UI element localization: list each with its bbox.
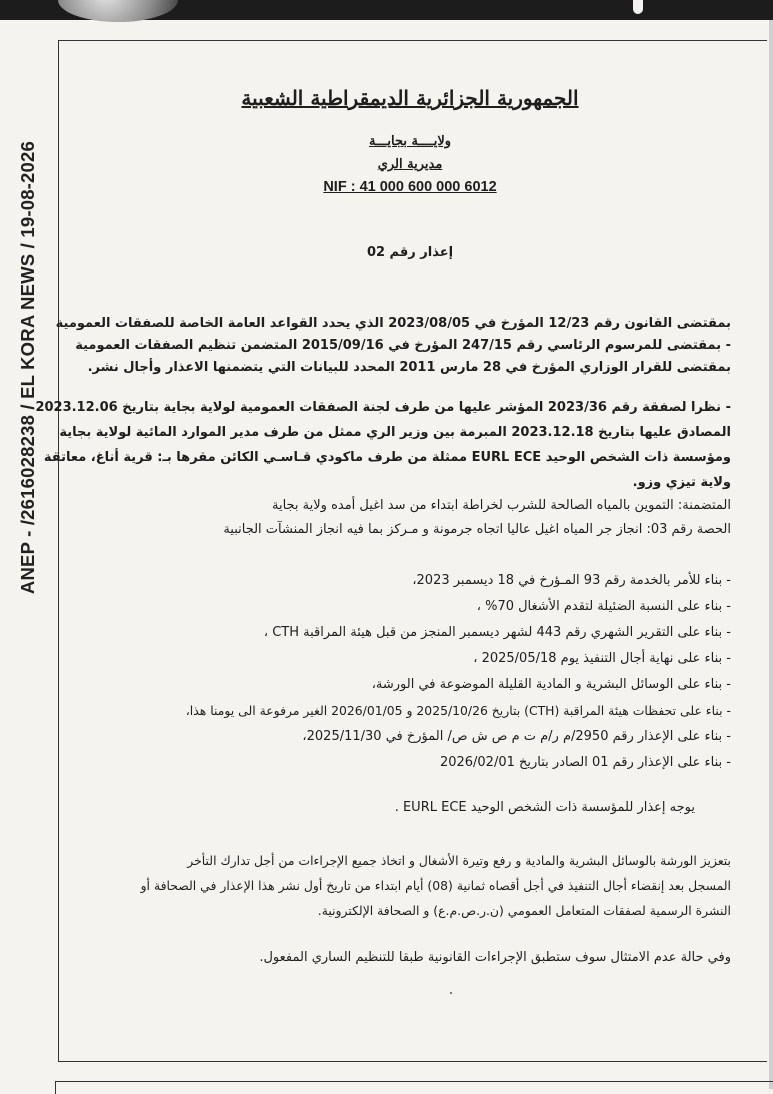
side-publication-label: ANEP - /2616028238 / EL KORA NEWS / 19-08-2026 (17, 141, 38, 595)
notice-title: إعذار رقم 02 (366, 245, 454, 260)
subject-line: المتضمنة: التموين بالمياه الصالحة للشرب لخراطة ابتداء من سد اغيل أمده ولاية بجاية (271, 498, 731, 513)
demand-line-1: بتعزيز الورشة بالوسائل البشرية والمادية و رفع وتيرة الأشغال و اتخاذ جميع الإجراءات من أجل تدارك التأخر (187, 853, 731, 868)
legal-ref-2: - بمقتضى للمرسوم الرئاسي رقم 247/15 المؤرخ في 2015/09/16 المتضمن تنظيم الصفقات العمومية (75, 338, 731, 353)
consideration-8: - بناء على الإعذار رقم 01 الصادر بتاريخ 2026/02/01 (439, 755, 731, 770)
masthead-glyph-fragment (633, 0, 643, 14)
newspaper-top-band (0, 0, 773, 20)
football-logo-icon (58, 0, 178, 22)
legal-ref-3: بمقتضى للقرار الوزاري المؤرخ في 28 مارس 2011 المحدد للبيانات التي يتضمنها الاعذار وأجال نشر. (87, 360, 731, 375)
wilaya-heading: ولايــــة بجايـــة (368, 134, 452, 149)
scan-speck (450, 992, 452, 994)
consideration-7: - بناء على الإعذار رقم 2950/م ر/م ت م ص ش ص/ المؤرخ في 2025/11/30، (302, 729, 731, 744)
contract-line-1: - نظرا لصفقة رقم 2023/36 المؤشر عليها من طرف لجنة الصفقات العمومية لولاية بجاية بتاريخ 2023.12.06 (35, 400, 731, 415)
consideration-4: - بناء على نهاية أجال التنفيذ يوم 2025/05/18 ، (473, 651, 731, 666)
contract-line-2: المصادق عليها بتاريخ 2023.12.18 المبرمة بين وزير الري ممثل من طرف مدير الموارد المائية لولاية بجاية (59, 425, 731, 440)
consideration-6: - بناء على تحفظات هيئة المراقبة (CTH) بتاريخ 2025/10/26 و 2026/01/05 الغير مرفوعة الى يومنا هذا، (185, 703, 731, 718)
demand-line-3: النشرة الرسمية لصفقات المتعامل العمومي (ن.ر.ص.م.ع) و الصحافة الإلكترونية. (317, 903, 731, 918)
contract-line-3: ومؤسسة ذات الشخص الوحيد EURL ECE ممثلة من طرف ماكودي قـاسـي الكائن مقرها بـ: قرية أناغ، معاتقة (43, 450, 731, 465)
consideration-2: - بناء على النسبة الضئيلة لتقدم الأشغال 70% ، (476, 599, 731, 614)
consideration-1: - بناء للأمر بالخدمة رقم 93 المـؤرخ في 18 ديسمبر 2023، (412, 573, 731, 588)
next-notice-frame (55, 1081, 773, 1094)
addressee-line: يوجه إعذار للمؤسسة ذات الشخص الوحيد EURL ECE . (394, 800, 695, 815)
republic-heading: الجمهورية الجزائرية الديمقراطية الشعبية (241, 86, 579, 110)
demand-line-2: المسجل بعد إنقضاء أجال التنفيذ في أجل أقصاه ثمانية (08) أيام ابتداء من تاريخ أول نشر هذا الإعذار في الصحافة أو (140, 878, 731, 893)
consideration-3: - بناء على التقرير الشهري رقم 443 لشهر ديسمبر المنجز من قبل هيئة المراقبة CTH ، (263, 625, 731, 640)
closing-line: وفي حالة عدم الامتثال سوف ستطبق الإجراءات القانونية طبقا للتنظيم الساري المفعول. (259, 950, 731, 965)
directorate-heading: مديرية الري (377, 157, 443, 172)
contract-line-4: ولاية تيزي وزو. (632, 475, 731, 490)
legal-ref-1: بمقتضى القانون رقم 12/23 المؤرخ في 2023/08/05 الذي يحدد القواعد العامة الخاصة للصفقات العمومية (55, 316, 731, 331)
lot-line: الحصة رقم 03: انجاز جر المياه اغيل عاليا اتجاه جرمونة و مـركز بما فيه انجاز المنشآت الجانبية (223, 522, 731, 537)
nif-number: NIF : 41 000 600 000 6012 (323, 179, 497, 195)
page-edge (769, 20, 773, 1089)
consideration-5: - بناء على الوسائل البشرية و المادية القليلة الموضوعة في الورشة، (371, 677, 731, 692)
